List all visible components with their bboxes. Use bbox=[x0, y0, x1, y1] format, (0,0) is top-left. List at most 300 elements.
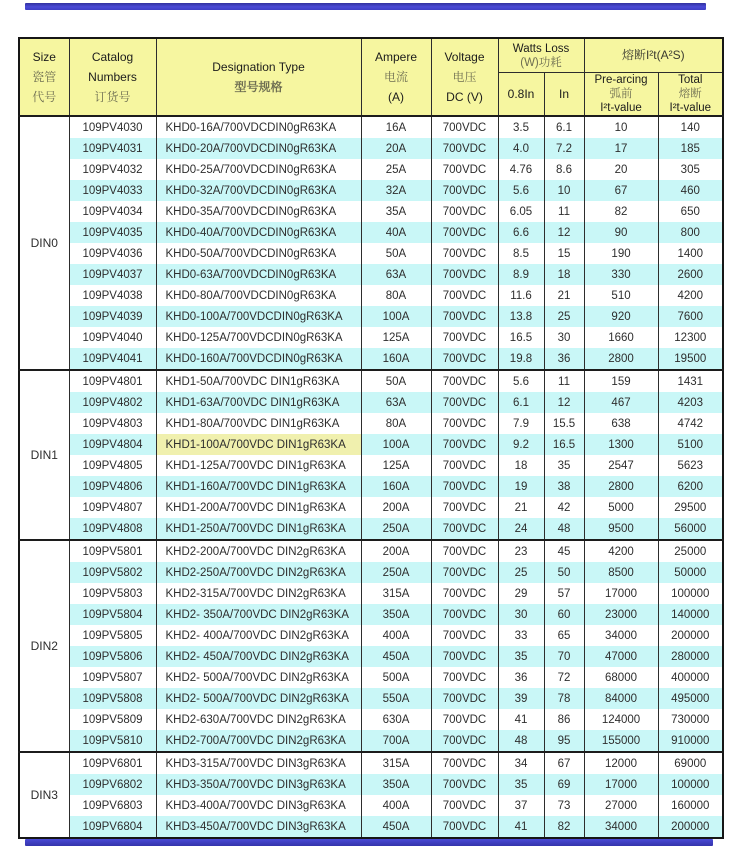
designation-cell: KHD0-16A/700VDCDIN0gR63KA bbox=[156, 116, 361, 138]
ampere-cell: 40A bbox=[361, 222, 431, 243]
watts-0.8in-cell: 6.05 bbox=[498, 201, 544, 222]
catalog-number-cell: 109PV4806 bbox=[69, 476, 156, 497]
watts-in-cell: 15 bbox=[544, 243, 584, 264]
watts-0.8in-cell: 41 bbox=[498, 816, 544, 838]
voltage-cell: 700VDC bbox=[431, 201, 498, 222]
voltage-cell: 700VDC bbox=[431, 540, 498, 562]
watts-0.8in-cell: 8.9 bbox=[498, 264, 544, 285]
watts-in-cell: 45 bbox=[544, 540, 584, 562]
designation-cell: KHD0-125A/700VDCDIN0gR63KA bbox=[156, 327, 361, 348]
table-row bbox=[19, 306, 723, 327]
voltage-cell: 700VDC bbox=[431, 774, 498, 795]
prearcing-i2t-cell: 638 bbox=[584, 413, 658, 434]
watts-in-cell: 48 bbox=[544, 518, 584, 540]
table-row bbox=[19, 370, 723, 392]
size-cell: DIN2 bbox=[19, 540, 69, 752]
prearcing-i2t-cell: 2547 bbox=[584, 455, 658, 476]
prearcing-i2t-cell: 82 bbox=[584, 201, 658, 222]
designation-cell: KHD3-315A/700VDC DIN3gR63KA bbox=[156, 752, 361, 774]
catalog-number-cell: 109PV5809 bbox=[69, 709, 156, 730]
ampere-cell: 350A bbox=[361, 604, 431, 625]
designation-cell: KHD2-250A/700VDC DIN2gR63KA bbox=[156, 562, 361, 583]
voltage-cell: 700VDC bbox=[431, 709, 498, 730]
total-i2t-cell: 305 bbox=[658, 159, 723, 180]
header-catalog-numbers: Catalog Numbers 订货号 bbox=[69, 38, 156, 116]
prearcing-i2t-cell: 68000 bbox=[584, 667, 658, 688]
watts-in-cell: 72 bbox=[544, 667, 584, 688]
voltage-cell: 700VDC bbox=[431, 562, 498, 583]
table-row bbox=[19, 348, 723, 370]
header-voltage: Voltage 电压 DC (V) bbox=[431, 38, 498, 116]
watts-0.8in-cell: 35 bbox=[498, 646, 544, 667]
ampere-cell: 550A bbox=[361, 688, 431, 709]
prearcing-i2t-cell: 27000 bbox=[584, 795, 658, 816]
total-i2t-cell: 5100 bbox=[658, 434, 723, 455]
ampere-cell: 32A bbox=[361, 180, 431, 201]
ampere-cell: 35A bbox=[361, 201, 431, 222]
table-row bbox=[19, 476, 723, 497]
designation-cell: KHD0-25A/700VDCDIN0gR63KA bbox=[156, 159, 361, 180]
prearcing-i2t-cell: 5000 bbox=[584, 497, 658, 518]
top-accent-bar bbox=[25, 3, 706, 10]
catalog-number-cell: 109PV6802 bbox=[69, 774, 156, 795]
catalog-number-cell: 109PV4808 bbox=[69, 518, 156, 540]
ampere-cell: 200A bbox=[361, 497, 431, 518]
watts-0.8in-cell: 30 bbox=[498, 604, 544, 625]
watts-in-cell: 86 bbox=[544, 709, 584, 730]
voltage-cell: 700VDC bbox=[431, 667, 498, 688]
voltage-cell: 700VDC bbox=[431, 646, 498, 667]
total-i2t-cell: 460 bbox=[658, 180, 723, 201]
total-i2t-cell: 910000 bbox=[658, 730, 723, 752]
din-group-din3 bbox=[19, 752, 723, 838]
ampere-cell: 315A bbox=[361, 752, 431, 774]
table-row bbox=[19, 604, 723, 625]
ampere-cell: 400A bbox=[361, 625, 431, 646]
watts-0.8in-cell: 29 bbox=[498, 583, 544, 604]
watts-0.8in-cell: 7.9 bbox=[498, 413, 544, 434]
designation-cell: KHD0-80A/700VDCDIN0gR63KA bbox=[156, 285, 361, 306]
watts-in-cell: 65 bbox=[544, 625, 584, 646]
total-i2t-cell: 140 bbox=[658, 116, 723, 138]
prearcing-i2t-cell: 1660 bbox=[584, 327, 658, 348]
voltage-cell: 700VDC bbox=[431, 434, 498, 455]
catalog-number-cell: 109PV4035 bbox=[69, 222, 156, 243]
catalog-number-cell: 109PV4804 bbox=[69, 434, 156, 455]
watts-0.8in-cell: 25 bbox=[498, 562, 544, 583]
watts-0.8in-cell: 24 bbox=[498, 518, 544, 540]
catalog-number-cell: 109PV5803 bbox=[69, 583, 156, 604]
designation-cell: KHD1-100A/700VDC DIN1gR63KA bbox=[156, 434, 361, 455]
header-i2t-group: 熔断I²t(A²S) bbox=[584, 38, 723, 73]
table-row bbox=[19, 116, 723, 138]
header-designation-type: Designation Type 型号规格 bbox=[156, 38, 361, 116]
ampere-cell: 160A bbox=[361, 348, 431, 370]
total-i2t-cell: 160000 bbox=[658, 795, 723, 816]
table-row bbox=[19, 392, 723, 413]
prearcing-i2t-cell: 510 bbox=[584, 285, 658, 306]
total-i2t-cell: 200000 bbox=[658, 816, 723, 838]
catalog-number-cell: 109PV5805 bbox=[69, 625, 156, 646]
prearcing-i2t-cell: 90 bbox=[584, 222, 658, 243]
ampere-cell: 700A bbox=[361, 730, 431, 752]
watts-0.8in-cell: 33 bbox=[498, 625, 544, 646]
table-row bbox=[19, 795, 723, 816]
voltage-cell: 700VDC bbox=[431, 604, 498, 625]
catalog-number-cell: 109PV4807 bbox=[69, 497, 156, 518]
designation-cell: KHD1-200A/700VDC DIN1gR63KA bbox=[156, 497, 361, 518]
watts-in-cell: 38 bbox=[544, 476, 584, 497]
watts-in-cell: 6.1 bbox=[544, 116, 584, 138]
table-row bbox=[19, 497, 723, 518]
catalog-number-cell: 109PV5810 bbox=[69, 730, 156, 752]
voltage-cell: 700VDC bbox=[431, 497, 498, 518]
header-watts-in: In bbox=[544, 73, 584, 117]
voltage-cell: 700VDC bbox=[431, 752, 498, 774]
voltage-cell: 700VDC bbox=[431, 730, 498, 752]
table-row bbox=[19, 285, 723, 306]
ampere-cell: 80A bbox=[361, 413, 431, 434]
designation-cell: KHD1-250A/700VDC DIN1gR63KA bbox=[156, 518, 361, 540]
ampere-cell: 500A bbox=[361, 667, 431, 688]
prearcing-i2t-cell: 124000 bbox=[584, 709, 658, 730]
watts-0.8in-cell: 35 bbox=[498, 774, 544, 795]
table-row bbox=[19, 264, 723, 285]
voltage-cell: 700VDC bbox=[431, 180, 498, 201]
total-i2t-cell: 100000 bbox=[658, 583, 723, 604]
designation-cell: KHD2- 450A/700VDC DIN2gR63KA bbox=[156, 646, 361, 667]
table-row bbox=[19, 709, 723, 730]
voltage-cell: 700VDC bbox=[431, 688, 498, 709]
catalog-number-cell: 109PV5806 bbox=[69, 646, 156, 667]
catalog-number-cell: 109PV5804 bbox=[69, 604, 156, 625]
ampere-cell: 25A bbox=[361, 159, 431, 180]
header-watts-loss-group: Watts Loss (W)功耗 bbox=[498, 38, 584, 73]
watts-in-cell: 25 bbox=[544, 306, 584, 327]
watts-0.8in-cell: 8.5 bbox=[498, 243, 544, 264]
ampere-cell: 250A bbox=[361, 562, 431, 583]
ampere-cell: 450A bbox=[361, 646, 431, 667]
voltage-cell: 700VDC bbox=[431, 159, 498, 180]
catalog-number-cell: 109PV5801 bbox=[69, 540, 156, 562]
catalog-number-cell: 109PV4037 bbox=[69, 264, 156, 285]
voltage-cell: 700VDC bbox=[431, 392, 498, 413]
table-row bbox=[19, 327, 723, 348]
prearcing-i2t-cell: 159 bbox=[584, 370, 658, 392]
watts-0.8in-cell: 48 bbox=[498, 730, 544, 752]
total-i2t-cell: 2600 bbox=[658, 264, 723, 285]
total-i2t-cell: 4200 bbox=[658, 285, 723, 306]
total-i2t-cell: 29500 bbox=[658, 497, 723, 518]
table-row bbox=[19, 646, 723, 667]
table-row bbox=[19, 752, 723, 774]
voltage-cell: 700VDC bbox=[431, 413, 498, 434]
catalog-number-cell: 109PV4030 bbox=[69, 116, 156, 138]
voltage-cell: 700VDC bbox=[431, 583, 498, 604]
size-cell: DIN1 bbox=[19, 370, 69, 540]
total-i2t-cell: 495000 bbox=[658, 688, 723, 709]
table-row bbox=[19, 413, 723, 434]
designation-cell: KHD1-125A/700VDC DIN1gR63KA bbox=[156, 455, 361, 476]
ampere-cell: 16A bbox=[361, 116, 431, 138]
size-cell: DIN3 bbox=[19, 752, 69, 838]
catalog-number-cell: 109PV4031 bbox=[69, 138, 156, 159]
voltage-cell: 700VDC bbox=[431, 455, 498, 476]
prearcing-i2t-cell: 17000 bbox=[584, 774, 658, 795]
watts-in-cell: 78 bbox=[544, 688, 584, 709]
designation-cell: KHD0-50A/700VDCDIN0gR63KA bbox=[156, 243, 361, 264]
prearcing-i2t-cell: 67 bbox=[584, 180, 658, 201]
ampere-cell: 50A bbox=[361, 243, 431, 264]
prearcing-i2t-cell: 84000 bbox=[584, 688, 658, 709]
prearcing-i2t-cell: 8500 bbox=[584, 562, 658, 583]
prearcing-i2t-cell: 17000 bbox=[584, 583, 658, 604]
ampere-cell: 50A bbox=[361, 370, 431, 392]
table-row bbox=[19, 159, 723, 180]
catalog-number-cell: 109PV6801 bbox=[69, 752, 156, 774]
total-i2t-cell: 200000 bbox=[658, 625, 723, 646]
designation-cell: KHD0-32A/700VDCDIN0gR63KA bbox=[156, 180, 361, 201]
catalog-number-cell: 109PV4034 bbox=[69, 201, 156, 222]
size-cell: DIN0 bbox=[19, 116, 69, 370]
watts-0.8in-cell: 39 bbox=[498, 688, 544, 709]
designation-cell: KHD1-80A/700VDC DIN1gR63KA bbox=[156, 413, 361, 434]
watts-0.8in-cell: 19.8 bbox=[498, 348, 544, 370]
catalog-number-cell: 109PV4039 bbox=[69, 306, 156, 327]
watts-in-cell: 73 bbox=[544, 795, 584, 816]
watts-in-cell: 12 bbox=[544, 392, 584, 413]
prearcing-i2t-cell: 2800 bbox=[584, 348, 658, 370]
total-i2t-cell: 6200 bbox=[658, 476, 723, 497]
catalog-number-cell: 109PV4805 bbox=[69, 455, 156, 476]
designation-cell: KHD0-100A/700VDCDIN0gR63KA bbox=[156, 306, 361, 327]
watts-0.8in-cell: 5.6 bbox=[498, 180, 544, 201]
watts-in-cell: 15.5 bbox=[544, 413, 584, 434]
watts-in-cell: 95 bbox=[544, 730, 584, 752]
watts-0.8in-cell: 9.2 bbox=[498, 434, 544, 455]
ampere-cell: 63A bbox=[361, 264, 431, 285]
watts-in-cell: 12 bbox=[544, 222, 584, 243]
ampere-cell: 200A bbox=[361, 540, 431, 562]
watts-in-cell: 30 bbox=[544, 327, 584, 348]
watts-0.8in-cell: 4.0 bbox=[498, 138, 544, 159]
total-i2t-cell: 185 bbox=[658, 138, 723, 159]
table-row bbox=[19, 816, 723, 838]
prearcing-i2t-cell: 2800 bbox=[584, 476, 658, 497]
ampere-cell: 160A bbox=[361, 476, 431, 497]
watts-0.8in-cell: 4.76 bbox=[498, 159, 544, 180]
designation-cell: KHD2- 400A/700VDC DIN2gR63KA bbox=[156, 625, 361, 646]
voltage-cell: 700VDC bbox=[431, 816, 498, 838]
watts-in-cell: 11 bbox=[544, 201, 584, 222]
voltage-cell: 700VDC bbox=[431, 327, 498, 348]
total-i2t-cell: 7600 bbox=[658, 306, 723, 327]
watts-in-cell: 21 bbox=[544, 285, 584, 306]
catalog-number-cell: 109PV6803 bbox=[69, 795, 156, 816]
voltage-cell: 700VDC bbox=[431, 476, 498, 497]
watts-0.8in-cell: 34 bbox=[498, 752, 544, 774]
watts-in-cell: 11 bbox=[544, 370, 584, 392]
watts-in-cell: 42 bbox=[544, 497, 584, 518]
voltage-cell: 700VDC bbox=[431, 625, 498, 646]
total-i2t-cell: 50000 bbox=[658, 562, 723, 583]
catalog-number-cell: 109PV5802 bbox=[69, 562, 156, 583]
watts-0.8in-cell: 18 bbox=[498, 455, 544, 476]
watts-in-cell: 18 bbox=[544, 264, 584, 285]
table-header bbox=[19, 38, 723, 116]
watts-in-cell: 70 bbox=[544, 646, 584, 667]
catalog-number-cell: 109PV4033 bbox=[69, 180, 156, 201]
ampere-cell: 20A bbox=[361, 138, 431, 159]
din-group-din0 bbox=[19, 116, 723, 370]
header-total-i2t: Total 熔断 I²t-value bbox=[658, 73, 723, 117]
watts-0.8in-cell: 36 bbox=[498, 667, 544, 688]
watts-in-cell: 16.5 bbox=[544, 434, 584, 455]
watts-0.8in-cell: 23 bbox=[498, 540, 544, 562]
watts-0.8in-cell: 6.1 bbox=[498, 392, 544, 413]
designation-cell: KHD0-40A/700VDCDIN0gR63KA bbox=[156, 222, 361, 243]
voltage-cell: 700VDC bbox=[431, 243, 498, 264]
watts-in-cell: 7.2 bbox=[544, 138, 584, 159]
total-i2t-cell: 4742 bbox=[658, 413, 723, 434]
designation-cell: KHD3-350A/700VDC DIN3gR63KA bbox=[156, 774, 361, 795]
prearcing-i2t-cell: 47000 bbox=[584, 646, 658, 667]
din-group-din1 bbox=[19, 370, 723, 540]
ampere-cell: 315A bbox=[361, 583, 431, 604]
total-i2t-cell: 4203 bbox=[658, 392, 723, 413]
prearcing-i2t-cell: 330 bbox=[584, 264, 658, 285]
designation-cell: KHD2-700A/700VDC DIN2gR63KA bbox=[156, 730, 361, 752]
prearcing-i2t-cell: 467 bbox=[584, 392, 658, 413]
watts-0.8in-cell: 16.5 bbox=[498, 327, 544, 348]
total-i2t-cell: 730000 bbox=[658, 709, 723, 730]
voltage-cell: 700VDC bbox=[431, 264, 498, 285]
table-row bbox=[19, 774, 723, 795]
designation-cell: KHD2- 500A/700VDC DIN2gR63KA bbox=[156, 688, 361, 709]
designation-cell: KHD0-35A/700VDCDIN0gR63KA bbox=[156, 201, 361, 222]
voltage-cell: 700VDC bbox=[431, 222, 498, 243]
catalog-number-cell: 109PV6804 bbox=[69, 816, 156, 838]
total-i2t-cell: 400000 bbox=[658, 667, 723, 688]
watts-in-cell: 10 bbox=[544, 180, 584, 201]
table-row bbox=[19, 138, 723, 159]
prearcing-i2t-cell: 17 bbox=[584, 138, 658, 159]
total-i2t-cell: 5623 bbox=[658, 455, 723, 476]
designation-cell: KHD3-400A/700VDC DIN3gR63KA bbox=[156, 795, 361, 816]
watts-0.8in-cell: 37 bbox=[498, 795, 544, 816]
total-i2t-cell: 140000 bbox=[658, 604, 723, 625]
prearcing-i2t-cell: 23000 bbox=[584, 604, 658, 625]
table-row bbox=[19, 222, 723, 243]
catalog-number-cell: 109PV4803 bbox=[69, 413, 156, 434]
designation-cell: KHD1-50A/700VDC DIN1gR63KA bbox=[156, 370, 361, 392]
prearcing-i2t-cell: 1300 bbox=[584, 434, 658, 455]
table-row bbox=[19, 625, 723, 646]
designation-cell: KHD2-630A/700VDC DIN2gR63KA bbox=[156, 709, 361, 730]
table-row bbox=[19, 583, 723, 604]
table-row bbox=[19, 180, 723, 201]
ampere-cell: 400A bbox=[361, 795, 431, 816]
watts-0.8in-cell: 19 bbox=[498, 476, 544, 497]
ampere-cell: 630A bbox=[361, 709, 431, 730]
watts-0.8in-cell: 41 bbox=[498, 709, 544, 730]
ampere-cell: 100A bbox=[361, 434, 431, 455]
watts-0.8in-cell: 11.6 bbox=[498, 285, 544, 306]
designation-cell: KHD2- 350A/700VDC DIN2gR63KA bbox=[156, 604, 361, 625]
table-row bbox=[19, 434, 723, 455]
watts-0.8in-cell: 5.6 bbox=[498, 370, 544, 392]
table-row bbox=[19, 667, 723, 688]
ampere-cell: 80A bbox=[361, 285, 431, 306]
voltage-cell: 700VDC bbox=[431, 285, 498, 306]
ampere-cell: 125A bbox=[361, 327, 431, 348]
designation-cell: KHD2-315A/700VDC DIN2gR63KA bbox=[156, 583, 361, 604]
catalog-number-cell: 109PV4038 bbox=[69, 285, 156, 306]
header-prearcing-i2t: Pre-arcing 弧前 I²t-value bbox=[584, 73, 658, 117]
watts-in-cell: 8.6 bbox=[544, 159, 584, 180]
designation-cell: KHD2-200A/700VDC DIN2gR63KA bbox=[156, 540, 361, 562]
table-row bbox=[19, 562, 723, 583]
watts-in-cell: 35 bbox=[544, 455, 584, 476]
catalog-number-cell: 109PV5807 bbox=[69, 667, 156, 688]
watts-0.8in-cell: 6.6 bbox=[498, 222, 544, 243]
ampere-cell: 350A bbox=[361, 774, 431, 795]
header-watts-0.8in: 0.8In bbox=[498, 73, 544, 117]
designation-cell: KHD0-63A/700VDCDIN0gR63KA bbox=[156, 264, 361, 285]
voltage-cell: 700VDC bbox=[431, 795, 498, 816]
total-i2t-cell: 280000 bbox=[658, 646, 723, 667]
designation-cell: KHD0-20A/700VDCDIN0gR63KA bbox=[156, 138, 361, 159]
prearcing-i2t-cell: 34000 bbox=[584, 816, 658, 838]
table-row bbox=[19, 730, 723, 752]
designation-cell: KHD1-63A/700VDC DIN1gR63KA bbox=[156, 392, 361, 413]
header-size: Size 瓷管 代号 bbox=[19, 38, 69, 116]
bottom-accent-bar bbox=[25, 839, 713, 846]
designation-cell: KHD2- 500A/700VDC DIN2gR63KA bbox=[156, 667, 361, 688]
watts-in-cell: 67 bbox=[544, 752, 584, 774]
table-row bbox=[19, 688, 723, 709]
fuse-specification-table bbox=[18, 37, 724, 839]
voltage-cell: 700VDC bbox=[431, 370, 498, 392]
catalog-number-cell: 109PV4041 bbox=[69, 348, 156, 370]
catalog-number-cell: 109PV4802 bbox=[69, 392, 156, 413]
total-i2t-cell: 25000 bbox=[658, 540, 723, 562]
designation-cell: KHD3-450A/700VDC DIN3gR63KA bbox=[156, 816, 361, 838]
table-row bbox=[19, 201, 723, 222]
prearcing-i2t-cell: 9500 bbox=[584, 518, 658, 540]
prearcing-i2t-cell: 20 bbox=[584, 159, 658, 180]
watts-0.8in-cell: 3.5 bbox=[498, 116, 544, 138]
total-i2t-cell: 12300 bbox=[658, 327, 723, 348]
total-i2t-cell: 650 bbox=[658, 201, 723, 222]
ampere-cell: 450A bbox=[361, 816, 431, 838]
table-row bbox=[19, 243, 723, 264]
prearcing-i2t-cell: 4200 bbox=[584, 540, 658, 562]
table-row bbox=[19, 455, 723, 476]
din-group-din2 bbox=[19, 540, 723, 752]
watts-in-cell: 50 bbox=[544, 562, 584, 583]
total-i2t-cell: 100000 bbox=[658, 774, 723, 795]
total-i2t-cell: 69000 bbox=[658, 752, 723, 774]
watts-in-cell: 82 bbox=[544, 816, 584, 838]
watts-in-cell: 60 bbox=[544, 604, 584, 625]
prearcing-i2t-cell: 155000 bbox=[584, 730, 658, 752]
header-ampere: Ampere 电流 (A) bbox=[361, 38, 431, 116]
voltage-cell: 700VDC bbox=[431, 348, 498, 370]
total-i2t-cell: 1400 bbox=[658, 243, 723, 264]
watts-0.8in-cell: 13.8 bbox=[498, 306, 544, 327]
table-row bbox=[19, 518, 723, 540]
